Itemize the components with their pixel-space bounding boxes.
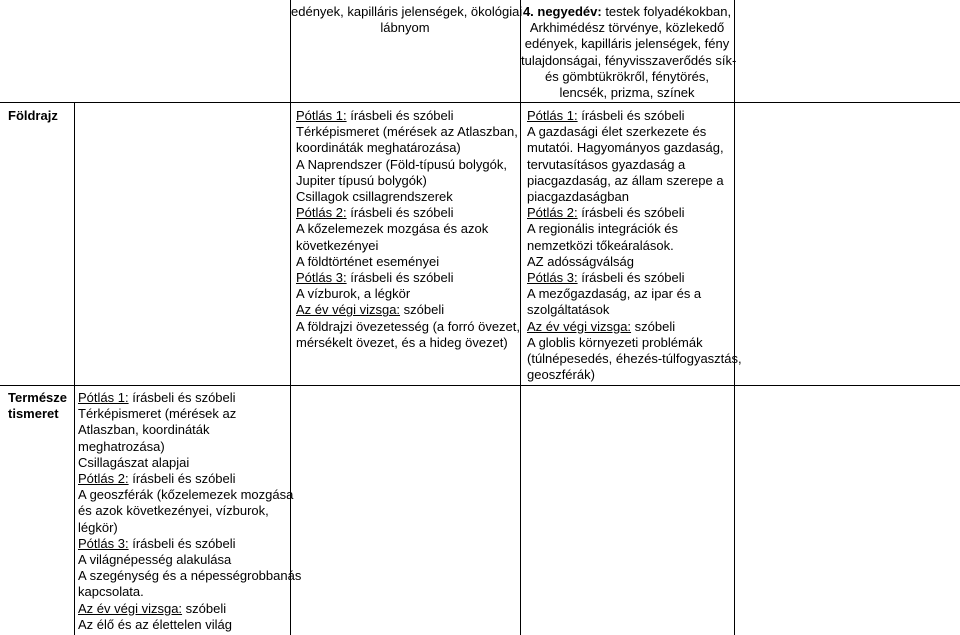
foldrajz-col3-line <box>296 173 520 189</box>
top-col4-line <box>521 52 737 69</box>
section-label: Pótlás 1: <box>296 108 347 123</box>
foldrajz-col3-line <box>296 157 520 173</box>
col-divider-1 <box>74 102 75 635</box>
foldrajz-col4-line <box>527 124 742 140</box>
foldrajz-col3-line <box>296 319 520 335</box>
text-segment: írásbeli és szóbeli <box>346 205 454 221</box>
text-segment: A geoszférák (kőzelemezek mozgása <box>78 487 294 503</box>
text-segment: A mezőgazdaság, az ipar és a <box>527 286 702 302</box>
foldrajz-col4-content <box>527 108 742 383</box>
foldrajz-col3-line <box>296 189 520 205</box>
text-segment: Atlaszban, koordináták <box>78 422 210 438</box>
text-segment: szóbeli <box>631 318 676 334</box>
foldrajz-col3-line <box>296 302 520 318</box>
foldrajz-col3-line <box>296 205 520 221</box>
termeszetismeret-col2-line <box>78 520 301 536</box>
text-segment: tervutasításos gyazdaság a <box>527 156 686 172</box>
top-col4-line <box>521 20 733 36</box>
text-segment: Csillagászat alapjai <box>78 454 190 470</box>
text-segment: A kőzelemezek mozgása és azok <box>296 221 489 237</box>
foldrajz-col3-content <box>296 108 520 351</box>
text-segment: Arkhimédész törvénye, közlekedő <box>529 20 725 36</box>
termeszetismeret-col2-line <box>78 503 301 519</box>
text-segment: edények, kapilláris jelenségek, fény <box>524 36 730 52</box>
foldrajz-col4-line <box>527 108 742 124</box>
termeszetismeret-col2-line <box>78 584 301 600</box>
text-segment: Jupiter típusú bolygók) <box>296 172 427 188</box>
row-divider-top <box>0 102 960 103</box>
foldrajz-col4-line <box>527 335 742 351</box>
foldrajz-col4-line <box>527 221 742 237</box>
text-segment: légkör) <box>78 519 118 535</box>
section-label: Pótlás 3: <box>527 270 578 286</box>
termeszetismeret-col2-line <box>78 617 301 633</box>
section-label: Pótlás 3: <box>78 535 129 551</box>
text-segment: piacgazdaságban <box>527 189 629 205</box>
section-label: Pótlás 2: <box>527 205 578 221</box>
top-col3-line <box>291 20 519 36</box>
termeszetismeret-col2-line <box>78 422 301 438</box>
text-segment: AZ adósságválság <box>527 253 634 269</box>
termeszetismeret-col2-line <box>78 455 301 471</box>
text-segment: és azok következényei, vízburok, <box>78 503 269 519</box>
text-segment: írásbeli és szóbeli <box>577 108 685 123</box>
text-segment: kapcsolata. <box>78 584 144 600</box>
termeszetismeret-col2-line <box>78 552 301 568</box>
foldrajz-col3-line <box>296 221 520 237</box>
text-segment: Az élő és az élettelen világ <box>78 616 232 632</box>
foldrajz-col4-line <box>527 238 742 254</box>
text-segment: írásbeli és szóbeli <box>128 471 236 487</box>
subject-label: Természe <box>8 390 68 405</box>
text-segment: tulajdonságai, fényvisszaverődés sík- <box>521 52 737 68</box>
text-segment: szolgáltatások <box>527 302 610 318</box>
text-segment: Térképismeret (mérések az Atlaszban, <box>296 124 518 140</box>
termeszetismeret-col2-line <box>78 471 301 487</box>
section-label: Pótlás 1: <box>527 108 578 123</box>
foldrajz-col4-line <box>527 302 742 318</box>
top-row-col3-text <box>291 4 523 36</box>
foldrajz-col3-line <box>296 238 520 254</box>
text-segment: lencsék, prizma, színek <box>559 85 695 101</box>
top-col4-line <box>521 69 733 85</box>
section-label: Az év végi vizsga: <box>78 600 183 616</box>
termeszetismeret-col2-line <box>78 390 301 406</box>
subject-label: tismeret <box>8 406 59 421</box>
top-row-col4-text <box>521 4 737 101</box>
foldrajz-col3-line <box>296 254 520 270</box>
text-segment: mérsékelt övezet, és a hideg övezet) <box>296 334 508 350</box>
section-label: Az év végi vizsga: <box>527 318 632 334</box>
text-segment: írásbeli és szóbeli <box>346 108 454 123</box>
termeszetismeret-col2-line <box>78 536 301 552</box>
foldrajz-col4-line <box>527 173 742 189</box>
subject-termeszetismeret <box>8 390 67 422</box>
text-segment: A világnépesség alakulása <box>78 552 232 568</box>
text-segment: írásbeli és szóbeli <box>128 390 236 405</box>
termeszetismeret-col2-line <box>78 601 301 617</box>
top-col4-line <box>521 85 733 101</box>
text-segment: szóbeli <box>182 600 227 616</box>
foldrajz-col4-line <box>527 205 742 221</box>
foldrajz-col4-line <box>527 254 742 270</box>
termeszetismeret-col2-line <box>78 406 301 422</box>
text-segment: lábnyom <box>380 20 430 36</box>
foldrajz-col4-line <box>527 286 742 302</box>
text-segment: írásbeli és szóbeli <box>577 270 685 286</box>
text-segment: meghatrozása) <box>78 438 165 454</box>
termeszetismeret-col2-line <box>78 568 301 584</box>
section-label: Pótlás 3: <box>296 270 347 286</box>
text-segment: és gömbtükrökről, fénytörés, <box>544 68 710 84</box>
termeszetismeret-col2-line <box>78 487 301 503</box>
text-segment: mutatói. Hagyományos gazdaság, <box>527 140 724 156</box>
text-segment: A vízburok, a légkör <box>296 286 411 302</box>
section-label: Pótlás 2: <box>78 471 129 487</box>
text-segment: piacgazdaság, az állam szerepe a <box>527 172 724 188</box>
text-segment: A földrajzi övezetesség (a forró övezet, <box>296 318 521 334</box>
text-segment: A földtörténet eseményei <box>296 253 440 269</box>
foldrajz-col3-line <box>296 140 520 156</box>
foldrajz-col4-line <box>527 157 742 173</box>
text-segment: írásbeli és szóbeli <box>577 205 685 221</box>
foldrajz-col3-line <box>296 124 520 140</box>
foldrajz-col3-line <box>296 270 520 286</box>
text-segment: koordináták meghatározása) <box>296 140 461 156</box>
termeszetismeret-col2-line <box>78 439 301 455</box>
foldrajz-col4-line <box>527 367 742 383</box>
text-segment: A regionális integrációk és <box>527 221 679 237</box>
foldrajz-col3-line <box>296 286 520 302</box>
text-segment: szóbeli <box>400 302 445 318</box>
top-col4-line <box>521 36 733 52</box>
text-segment: írásbeli és szóbeli <box>346 270 454 286</box>
text-segment: nemzetközi tőkeáralások. <box>527 237 674 253</box>
top-col4-line <box>521 4 733 20</box>
text-segment: 4. negyedév: <box>522 4 602 19</box>
section-label: Pótlás 1: <box>78 390 129 405</box>
foldrajz-col3-line <box>296 108 520 124</box>
text-segment: A globlis környezeti problémák <box>527 334 703 350</box>
text-segment: A gazdasági élet szerkezete és <box>527 124 707 140</box>
row-divider-middle <box>0 385 960 386</box>
foldrajz-col4-line <box>527 270 742 286</box>
text-segment: írásbeli és szóbeli <box>128 535 236 551</box>
top-col3-line <box>291 4 523 20</box>
subject-label: Földrajz <box>8 108 58 123</box>
foldrajz-col4-line <box>527 140 742 156</box>
text-segment: Térképismeret (mérések az <box>78 406 237 422</box>
text-segment: Csillagok csillagrendszerek <box>296 189 453 205</box>
text-segment: testek folyadékokban, <box>601 4 732 19</box>
foldrajz-col4-line <box>527 319 742 335</box>
text-segment: geoszférák) <box>527 367 595 383</box>
termeszetismeret-col2-content <box>78 390 301 633</box>
text-segment: A Naprendszer (Föld-típusú bolygók, <box>296 156 507 172</box>
foldrajz-col4-line <box>527 351 742 367</box>
section-label: Pótlás 2: <box>296 205 347 221</box>
text-segment: következényei <box>296 237 379 253</box>
text-segment: (túlnépesedés, éhezés-túlfogyasztás, <box>527 351 742 367</box>
text-segment: edények, kapilláris jelenségek, ökológiai <box>291 4 523 19</box>
foldrajz-col4-line <box>527 189 742 205</box>
subject-foldrajz <box>8 108 58 124</box>
foldrajz-col3-line <box>296 335 520 351</box>
text-segment: A szegénység és a népességrobbanás <box>78 568 302 584</box>
section-label: Az év végi vizsga: <box>296 302 401 318</box>
